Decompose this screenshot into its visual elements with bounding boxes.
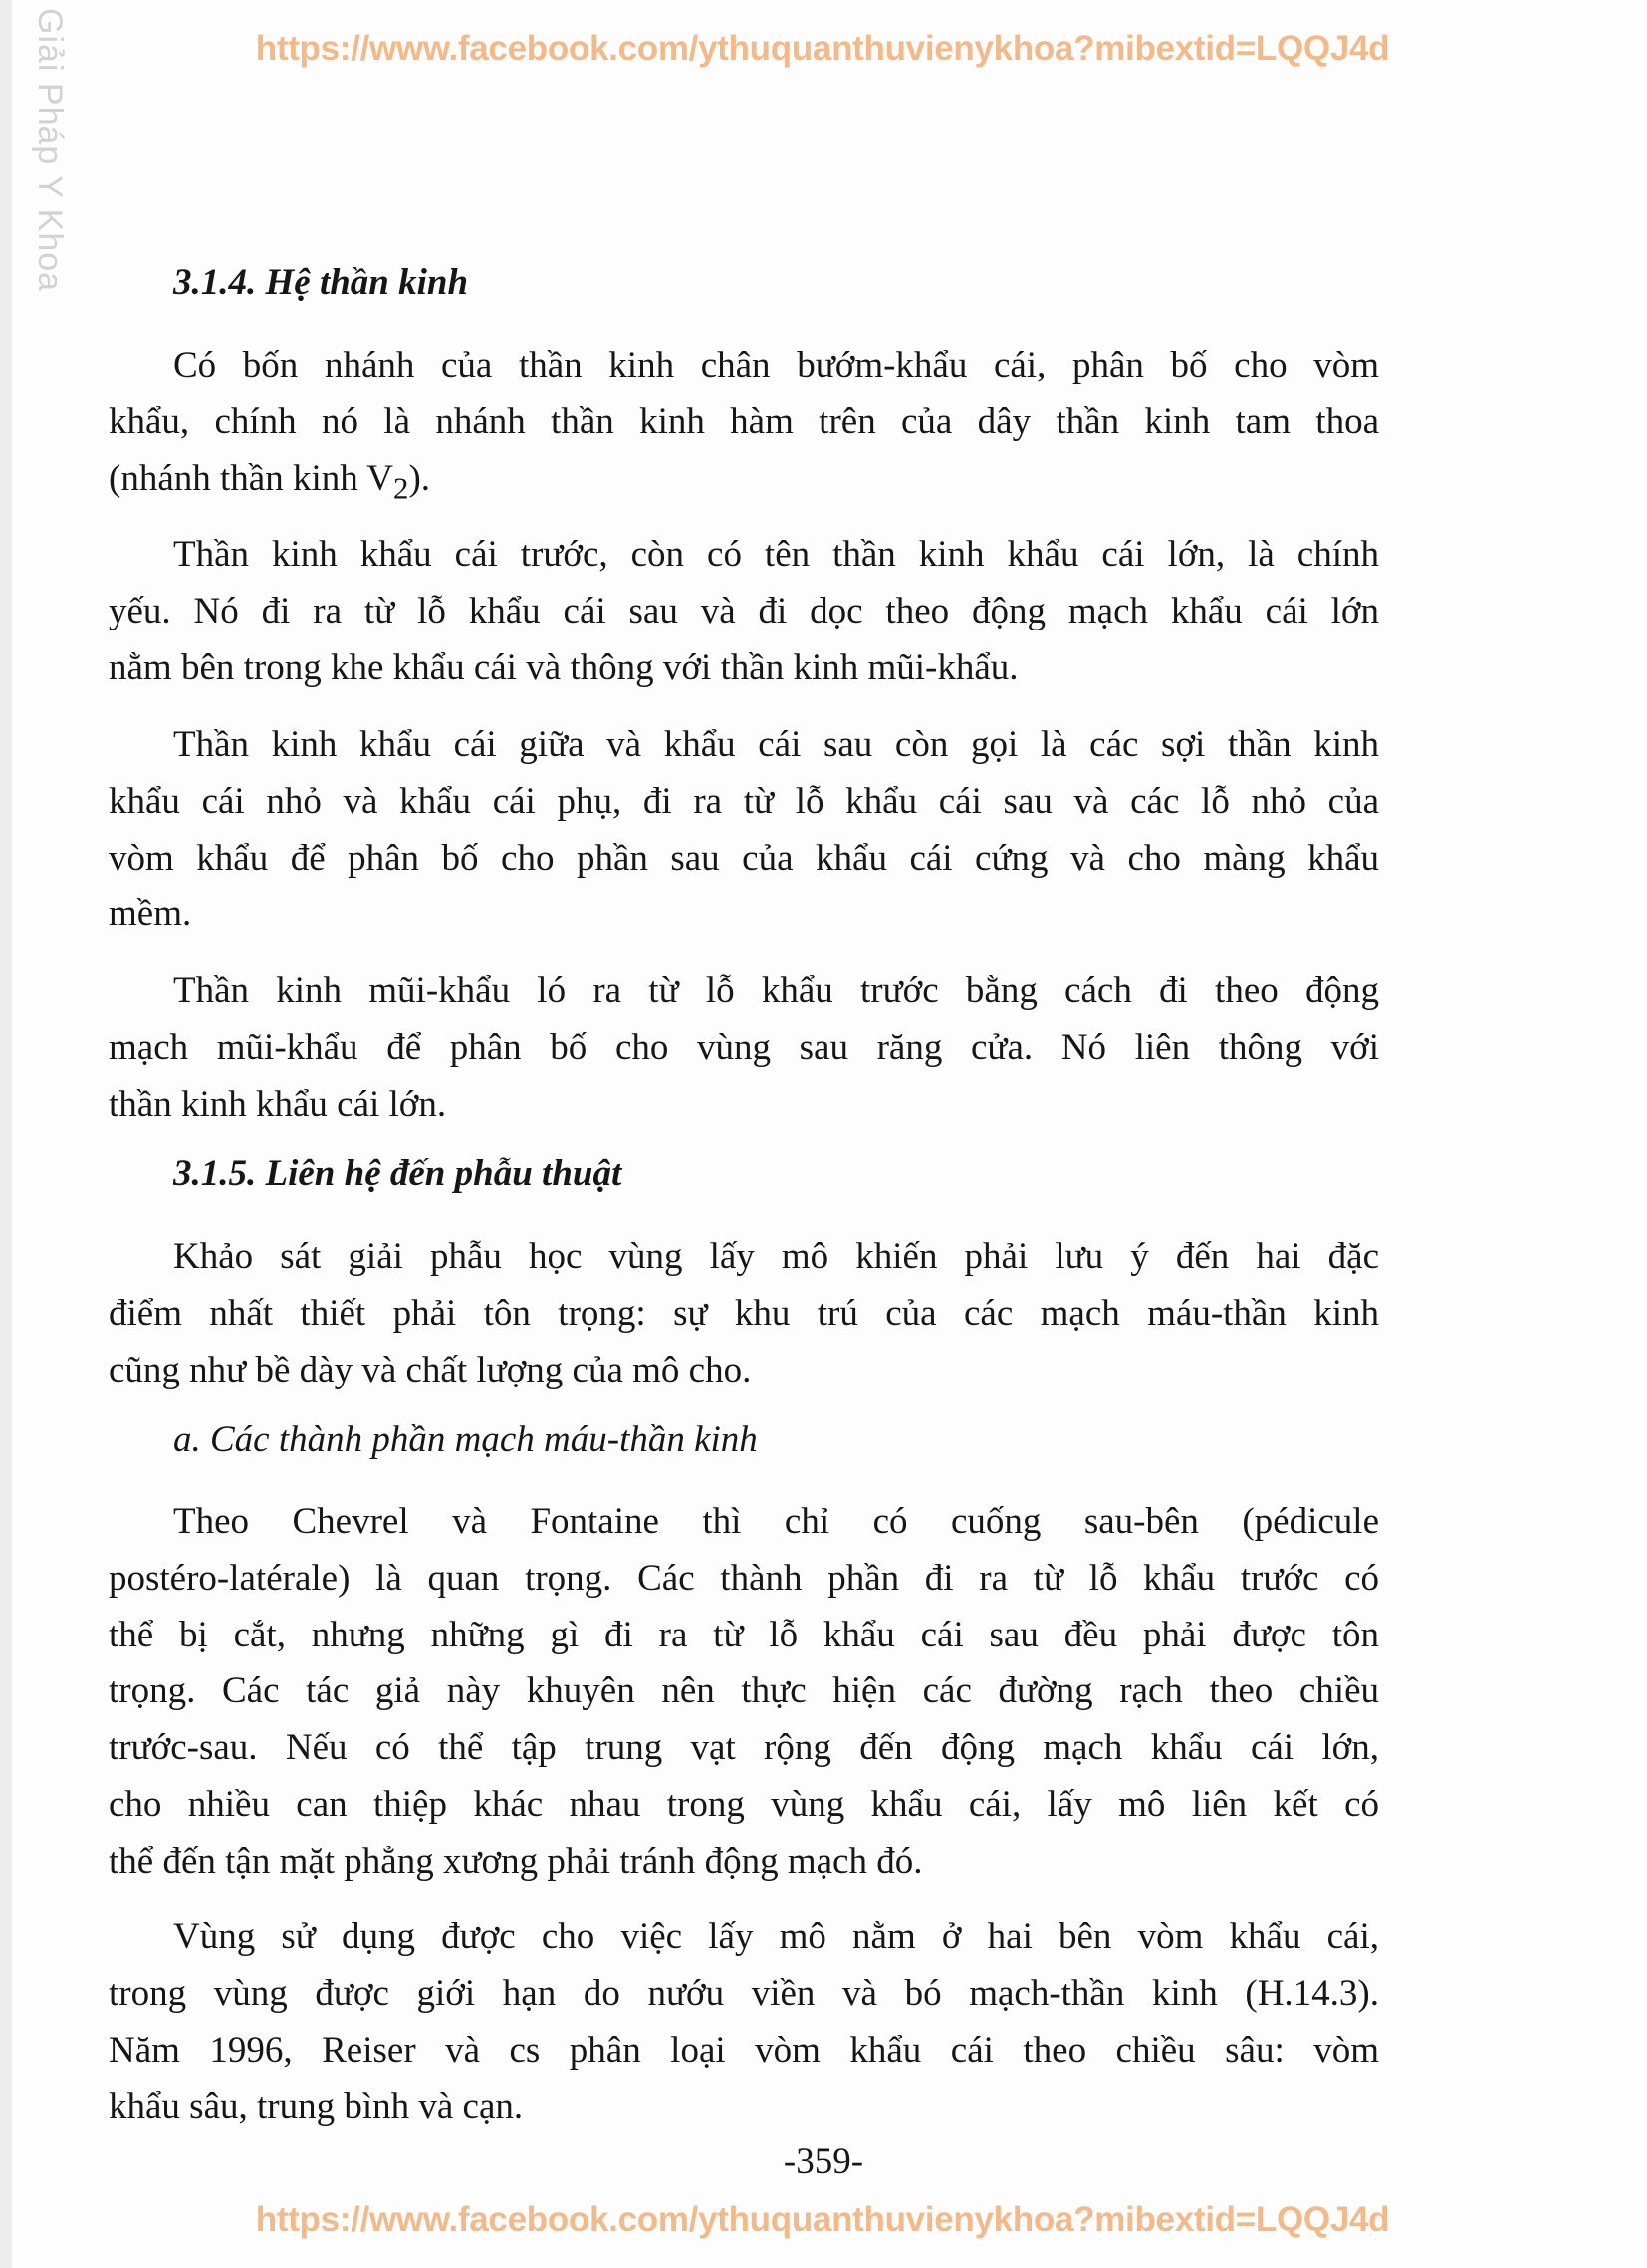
text-line: khẩu sâu, trung bình và cạn. [109,2086,524,2128]
subheading-a: a. Các thành phần mạch máu-thần kinh [173,1419,758,1460]
section-heading-3-1-4: 3.1.4. Hệ thần kinh [173,262,469,303]
text-line: Thần kinh mũi-khẩu ló ra từ lỗ khẩu trước bằng cách đi theo động [173,970,1379,1011]
text-line: điểm nhất thiết phải tôn trọng: sự khu trú của các mạch máu-thần kinh [109,1292,1379,1334]
text-line: vòm khẩu để phân bố cho phần sau của khẩu cái cứng và cho màng khẩu [109,837,1379,879]
text-line: mạch mũi-khẩu để phân bố cho vùng sau răng cửa. Nó liên thông với [109,1026,1379,1068]
text-line: Thần kinh khẩu cái trước, còn có tên thần kinh khẩu cái lớn, là chính [173,534,1379,575]
paragraph-6 [109,1494,1379,1890]
text-line: thần kinh khẩu cái lớn. [109,1083,447,1125]
text-line: cho nhiều can thiệp khác nhau trong vùng khẩu cái, lấy mô liên kết có [109,1783,1379,1825]
text-line: thể bị cắt, nhưng những gì đi ra từ lỗ khẩu cái sau đều phải được tôn [109,1614,1379,1655]
text-line: Năm 1996, Reiser và cs phân loại vòm khẩu cái theo chiều sâu: vòm [109,2029,1379,2071]
text-line: trước-sau. Nếu có thể tập trung vạt rộng đến động mạch khẩu cái lớn, [109,1727,1379,1769]
text-line: Vùng sử dụng được cho việc lấy mô nằm ở hai bên vòm khẩu cái, [173,1916,1379,1957]
text-line: khẩu cái nhỏ và khẩu cái phụ, đi ra từ lỗ khẩu cái sau và các lỗ nhỏ của [109,780,1379,822]
text-line: trong vùng được giới hạn do nướu viền và bó mạch-thần kinh (H.14.3). [109,1972,1379,2014]
paragraph-5 [109,1229,1379,1398]
paragraph-2 [109,527,1379,696]
paragraph-4 [109,963,1379,1133]
text-line: Khảo sát giải phẫu học vùng lấy mô khiến phải lưu ý đến hai đặc [173,1236,1379,1277]
text-line: khẩu, chính nó là nhánh thần kinh hàm trên của dây thần kinh tam thoa [109,400,1379,442]
text-line: Có bốn nhánh của thần kinh chân bướm-khẩu cái, phân bố cho vòm [173,345,1379,385]
page-edge [0,0,12,2268]
paragraph-7 [109,1909,1379,2136]
text-line: thể đến tận mặt phẳng xương phải tránh động mạch đó. [109,1840,923,1882]
text-line: Thần kinh khẩu cái giữa và khẩu cái sau còn gọi là các sợi thần kinh [173,724,1379,765]
text-line: yếu. Nó đi ra từ lỗ khẩu cái sau và đi dọc theo động mạch khẩu cái lớn [109,590,1379,631]
watermark-top-link[interactable]: https://www.facebook.com/ythuquanthuvienykhoa?mibextid=LQQJ4d [255,29,1390,68]
text-line: mềm. [109,893,192,935]
text-line: cũng như bề dày và chất lượng của mô cho. [109,1349,752,1390]
text-line: trọng. Các tác giả này khuyên nên thực hiện các đường rạch theo chiều [109,1670,1379,1712]
text-line: nằm bên trong khe khẩu cái và thông với thần kinh mũi-khẩu. [109,646,1019,688]
text-line: postéro-latérale) là quan trọng. Các thành phần đi ra từ lỗ khẩu trước có [109,1557,1379,1599]
text-line: Theo Chevrel và Fontaine thì chỉ có cuống sau-bên (pédicule [173,1501,1379,1542]
page-number: -359- [783,2142,864,2182]
side-watermark: Giải Pháp Y Khoa [31,8,69,293]
paragraph-1 [109,338,1379,507]
text-line: (nhánh thần kinh $V_2$). [109,457,431,505]
paragraph-3 [109,717,1379,943]
watermark-bottom-link[interactable]: https://www.facebook.com/ythuquanthuvienykhoa?mibextid=LQQJ4d [255,2200,1390,2239]
section-heading-3-1-5: 3.1.5. Liên hệ đến phẫu thuật [173,1153,622,1194]
